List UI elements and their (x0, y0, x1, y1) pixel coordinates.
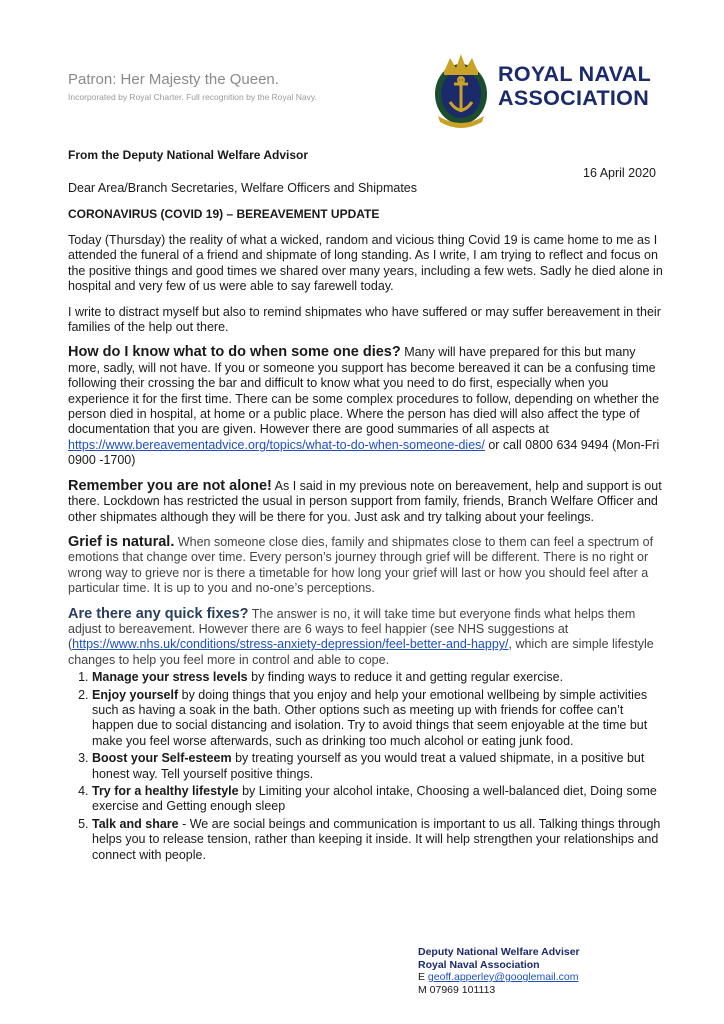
sender-line: From the Deputy National Welfare Advisor (68, 148, 309, 162)
happiness-list (68, 670, 668, 863)
section-heading: How do I know what to do when some one dies? (68, 344, 401, 361)
brand-line-2: ASSOCIATION (498, 86, 650, 110)
section-tail: , which are simple lifestyle changes to help you feel more in control and able to cope. (68, 637, 654, 667)
paragraph-intro: Today (Thursday) the reality of what a wicked, random and vicious thing Covid 19 is came home to me as I attended the funeral of a friend and shipmate of long standing. As I write, I am trying to reflect and focus on the positive things and good times we shared over many years, including a few wets. Sadly he died alone in hospital and very few of us were able to say farewell today. (68, 233, 663, 294)
paragraph-purpose: I write to distract myself but also to remind shipmates who have suffered or may suffer bereavement in their families of the help out there. (68, 304, 661, 335)
signature-block (418, 946, 580, 996)
section-heading: Are there any quick fixes? (68, 605, 249, 622)
list-item: 4. Try for a healthy lifestyle by Limiting your alcohol intake, Choosing a well-balanced diet, Doing some exercise and Getting enough sleep (92, 784, 668, 815)
incorporated-text: Incorporated by Royal Charter. Full recognition by the Royal Navy. (68, 92, 317, 102)
signature-mobile: M 07969 101113 (418, 983, 496, 996)
section-text: Many will have prepared for this but many more, sadly, will not have. If you or someone you support has become bereaved it can be a confusing time following their crossing the bar and difficult to know what you need to do first, especially when you experience it for the first time. There can be some complex procedures to follow, depending on whether the person died in hospital, at home or a public place. Where the person has died will also affect the type of documentation that you are given. However there are good summaries of all aspects at (68, 345, 660, 437)
email-link[interactable]: geoff.apperley@googlemail.com (427, 971, 579, 983)
letter-body (68, 233, 668, 865)
list-item: 5. Talk and share - We are social beings and communication is important to us all. Talking things through helps you to release tension, rather than keeping it inside. It will help strengthen your relationships and connect with people. (92, 817, 668, 863)
section-grief (68, 535, 668, 597)
list-item: 3. Boost your Self-esteem by treating yourself as you would treat a valued shipmate, in a positive but honest way. Tell yourself positive things. (92, 751, 668, 782)
section-what-to-do (68, 345, 668, 468)
patron-text: Patron: Her Majesty the Queen. (68, 71, 279, 88)
subject-line: CORONAVIRUS (COVID 19) – BEREAVEMENT UPDATE (68, 207, 380, 221)
patron-block (68, 71, 317, 102)
signature-email-line: E geoff.apperley@googlemail.com (418, 971, 579, 983)
naval-crest-icon (430, 50, 492, 130)
section-text: The answer is no, it will take time but everyone finds what helps them adjust to bereavement. However there are 6 ways to feel happier (see NHS suggestions at ( (68, 606, 636, 652)
nhs-link[interactable]: https://www.nhs.uk/conditions/stress-anxiety-depression/feel-better-and-happy/ (72, 637, 509, 652)
list-item: 2. Enjoy yourself by doing things that you enjoy and help your emotional wellbeing by simple activities such as having a soak in the bath. Other options such as meeting up with friends for coffee can’t happen due to social distancing and isolation. Try to avoid things that seem enjoyable at the time but make you feel worse afterwards, such as drinking too much alcohol or eating junk food. (92, 688, 668, 750)
section-heading: Remember you are not alone! (68, 477, 272, 494)
signature-org: Royal Naval Association (418, 958, 540, 971)
salutation: Dear Area/Branch Secretaries, Welfare Officers and Shipmates (68, 181, 418, 195)
association-logo-text (498, 62, 651, 110)
letter-date: 16 April 2020 (583, 166, 656, 180)
section-quick-fixes (68, 607, 668, 669)
list-item: 1. Manage your stress levels by finding ways to reduce it and getting regular exercise. (92, 670, 668, 685)
section-heading: Grief is natural. (68, 533, 175, 550)
signature-title: Deputy National Welfare Adviser (418, 946, 580, 958)
brand-line-1: ROYAL NAVAL (498, 62, 652, 86)
section-tail: or call 0800 634 9494 (Mon-Fri 0900 -1700) (68, 437, 660, 468)
section-text: As I said in my previous note on bereavement, help and support is out there. Lockdown has restricted the usual in person support from family, friends, Branch Welfare Officer and other shipmates although they will be there for you. Just ask and try talking about your feelings. (68, 478, 662, 524)
bereavement-advice-link[interactable]: https://www.bereavementadvice.org/topics/what-to-do-when-someone-dies/ (68, 437, 485, 452)
section-not-alone (68, 479, 668, 525)
section-text: When someone close dies, family and shipmates close to them can feel a spectrum of emotions that change over time. Every person’s journey through grief will be different. There is no right or wrong way to grieve nor is there a timetable for how long your grief will last or how you should feel after a particular time. It is up to you and no-one’s perceptions. (68, 534, 654, 596)
